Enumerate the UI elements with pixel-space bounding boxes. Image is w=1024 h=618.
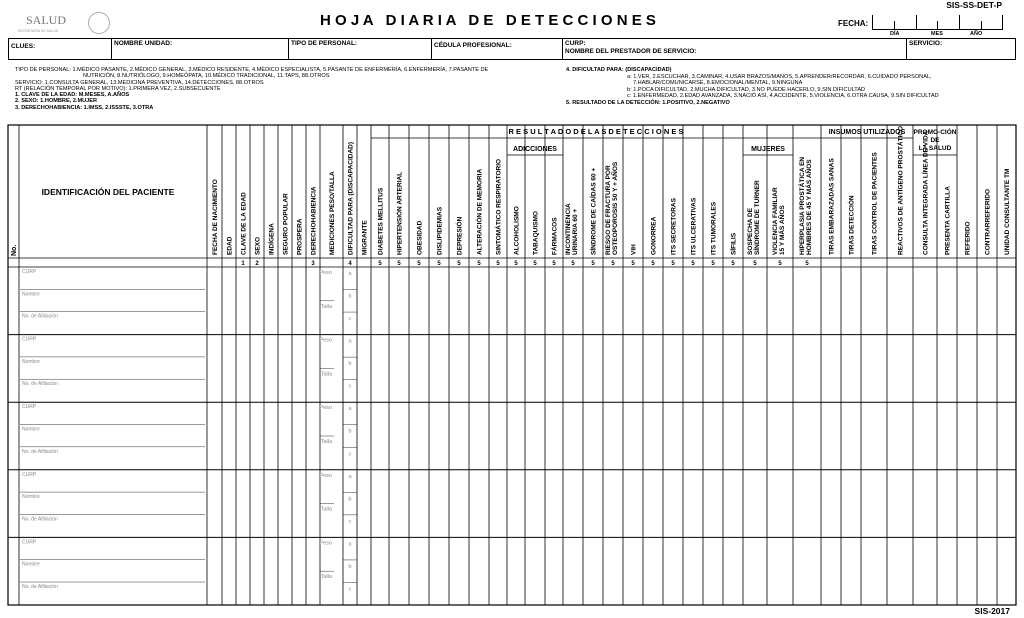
instructions-right: 4. DIFICULTAD PARA: (DISCAPACIDAD) a: 1.VER, 2.ESCUCHAR, 3.CAMINAR, 4.USAR BRAZOS/MANOS, 5.APRENDER/RECORDAR, 6.CUIDADO PERSONAL, 7.HABLAR/COMUNICARSE, 8.EMOCIONAL/MENTAL, 9.NINGUNA b: 1.POCA DIFICULTAD, 2.MUCHA DIFICULTAD, 3.NO PUEDE HACERLO, 9.SIN DIFICULTAD c: 1.ENFERMEDAD, 2.EDAD AVANZADA, 3.NACIÓ ASÍ, 4.ACCIDENTE, 5.VIOLENCIA, 6.OTRA CAUSA, 9.SIN DIFICULTAD 5. RESULTADO DE LA DETECCIÓN: 1.POSITIVO, 2.NEGATIVO: [566, 67, 939, 106]
column-code: 5: [631, 261, 635, 267]
discapacidad-sub-label: b: [348, 496, 352, 503]
column-label: SÍNDROME DE TURNER: [754, 180, 761, 255]
column-label: PRESENTA CARTILLA: [944, 186, 952, 255]
discapacidad-sub-label: a: [348, 338, 352, 345]
discapacidad-sub-label: c: [348, 518, 352, 525]
date-mes: MES: [931, 31, 943, 37]
nombre-label: Nombre: [22, 561, 40, 568]
column-code: 5: [711, 261, 715, 267]
column-label: SÍNDROME DE CAÍDAS 60 +: [590, 167, 598, 255]
column-label: URINARIA 60 +: [572, 208, 579, 255]
column-label: GONORREA: [650, 216, 658, 255]
discapacidad-sub-label: c: [348, 586, 352, 593]
discapacidad-sub-label: c: [348, 316, 352, 323]
column-label: SEGURO POPULAR: [282, 193, 290, 255]
column-label: VIOLENCIA FAMILIAR: [772, 187, 779, 255]
peso-label: Peso: [319, 540, 332, 547]
column-label: REFERIDO: [964, 221, 972, 255]
discapacidad-sub-label: c: [348, 451, 352, 458]
column-label: REACTIVOS DE ANTÍGENO PROSTÁTICO: [897, 125, 905, 255]
resultado-label: R E S U L T A D O D E L A S D E T E C C I O N E S: [508, 127, 684, 136]
discapacidad-sub-label: b: [348, 563, 352, 570]
column-code: 3: [311, 261, 315, 267]
column-label: TABAQUISMO: [532, 211, 540, 255]
column-label: SEXO: [254, 236, 262, 255]
discapacidad-sub-label: a: [348, 406, 352, 413]
discapacidad-sub-label: b: [348, 293, 352, 300]
nombre-label: Nombre: [22, 494, 40, 501]
talla-label: Talla: [320, 574, 332, 581]
discapacidad-sub-label: a: [348, 541, 352, 548]
column-label: VIH: [630, 244, 638, 255]
column-label: MEDICIONES PESO/TALLA: [329, 171, 336, 255]
unidad-field[interactable]: NOMBRE UNIDAD:: [112, 39, 289, 59]
column-label: HIPERTENSIÓN ARTERIAL: [396, 171, 404, 255]
id-label: IDENTIFICACIÓN DEL PACIENTE: [41, 187, 175, 197]
column-label: UNIDAD CONSULTANTE TM: [1004, 168, 1011, 255]
column-code: 5: [571, 261, 575, 267]
nombre-label: Nombre: [22, 358, 40, 365]
curp-label: CURP: [22, 404, 37, 411]
column-label: ITS TUMORALES: [710, 201, 718, 255]
column-code: 5: [533, 261, 537, 267]
curp-label: CURP: [22, 336, 37, 343]
date-anio: AÑO: [970, 31, 983, 37]
afiliacion-label: No. de Afiliación: [22, 381, 58, 388]
nombre-label: Nombre: [22, 426, 40, 433]
column-code: 5: [591, 261, 595, 267]
column-label: ITS SECRETORAS: [670, 198, 678, 255]
logo-subtext: SECRETARÍA DE SALUD: [18, 29, 59, 33]
table-frame: [8, 125, 1016, 605]
column-code: 5: [457, 261, 461, 267]
personal-field[interactable]: TIPO DE PERSONAL:: [289, 39, 432, 59]
talla-label: Talla: [320, 439, 332, 445]
column-label: TIRAS EMBARAZADAS SANAS: [828, 158, 836, 255]
talla-label: Talla: [320, 506, 332, 513]
column-label: DERECHOHABIENCIA: [310, 186, 318, 255]
column-label: ALTERACIÓN DE MEMORIA: [476, 168, 484, 255]
afiliacion-label: No. de Afiliación: [22, 448, 58, 455]
servicio-field[interactable]: SERVICIO:: [909, 40, 943, 47]
column-label: INDÍGENA: [268, 223, 276, 255]
column-code: 5: [778, 261, 782, 267]
column-label: CLAVE DE LA EDAD: [240, 192, 248, 255]
column-label: MIGRANTE: [361, 220, 369, 255]
column-label: CONSULTA INTEGRADA LÍNEA DE VIDA: [922, 130, 930, 255]
curp-label: CURP: [22, 471, 37, 478]
column-code: 5: [691, 261, 695, 267]
talla-label: Talla: [320, 303, 332, 310]
column-label: PROSPERA: [296, 218, 304, 255]
column-label: TIRAS DETECCIÓN: [848, 195, 856, 255]
column-code: 5: [397, 261, 401, 267]
form-code: SIS-SS-DET-P: [946, 0, 1002, 10]
column-code: 1: [241, 261, 245, 267]
column-label: HIPERPLASIA PROSTÁTICA EN: [799, 156, 806, 255]
column-label: TIRAS CONTROL DE PACIENTES: [871, 152, 879, 255]
column-label: INCONTINENCIA: [565, 203, 572, 255]
curp-label: CURP: [22, 269, 37, 275]
column-code: 4: [348, 261, 352, 267]
peso-label: Peso: [319, 472, 332, 479]
column-label: OBESIDAD: [416, 220, 424, 255]
column-code: 5: [731, 261, 735, 267]
column-label: SINTOMÁTICO RESPIRATORIO: [495, 158, 503, 255]
peso-label: Peso: [319, 337, 332, 344]
discapacidad-sub-label: b: [348, 428, 352, 435]
footer-code: SIS-2017: [974, 606, 1010, 616]
instructions-left: TIPO DE PERSONAL: 1.MÉDICO PASANTE, 2.MÉDICO GENERAL, 3.MÉDICO RESIDENTE, 4.MÉDICO ESPECIALISTA, 5.PASANTE DE ENFERMERÍA, 6.ENFERMERÍA, 7.PASANTE DE NUTRICIÓN, 8.NUTRIÓLOGO, 9.HOMEÓPATA, 10.MÉDICO TRADICIONAL, 11.TAPS, 88.OTROS SERVICIO: 1.CONSULTA GENERAL, 13.MEDICINA PREVENTIVA, 14.DETECCIONES, 88.OTROS RT (RELACIÓN TEMPORAL POR MOTIVO): 1.PRIMERA VEZ, 2.SUBSECUENTE 1. CLAVE DE LA EDAD: M.MESES, A.AÑOS 2. SEXO: 1.HOMBRE, 2.MUJER 3. DERECHOHABIENCIA: 1.IMSS, 2.ISSSTE, 3.OTRA: [15, 67, 489, 111]
column-label: SÍFILIS: [730, 232, 738, 255]
column-code: 5: [671, 261, 675, 267]
column-label: DISLIPIDEMIAS: [436, 206, 444, 255]
column-code: 5: [552, 261, 556, 267]
peso-label: Peso: [319, 270, 332, 276]
discapacidad-sub-label: c: [348, 383, 352, 390]
curp-label: CURP: [22, 539, 37, 546]
column-code: 2: [255, 261, 259, 267]
column-code: 5: [437, 261, 441, 267]
column-code: 5: [611, 261, 615, 267]
adicciones-label: ADICCIONES: [513, 146, 557, 153]
promocion-label-line: PROMO-CIÓN: [913, 129, 957, 136]
column-label: HOMBRES DE 45 Y MÁS AÑOS: [806, 159, 813, 255]
column-label: ITS ULCERATIVAS: [690, 197, 698, 255]
discapacidad-sub-label: b: [348, 361, 352, 368]
page-title: H O J A D I A R I A D E D E T E C C I O N E S: [320, 12, 656, 29]
column-code: 5: [514, 261, 518, 267]
column-code: 5: [651, 261, 655, 267]
column-label: FÁRMACOS: [551, 217, 559, 255]
column-code: 5: [805, 261, 809, 267]
promocion-label-line: DE: [930, 137, 940, 144]
curp-field[interactable]: CURP: NOMBRE DEL PRESTADOR DE SERVICIO:: [563, 39, 907, 59]
no-label: No.: [11, 244, 18, 256]
column-code: 5: [477, 261, 481, 267]
afiliacion-label: No. de Afiliación: [22, 313, 58, 320]
column-code: 5: [496, 261, 500, 267]
column-code: 5: [753, 261, 757, 267]
column-label: 15 Y MÁS AÑOS: [779, 205, 786, 255]
promocion-label-line: LA SALUD: [918, 145, 952, 152]
column-label: DIABETES MELLITUS: [377, 187, 385, 255]
column-label: OSTEOPOROSIS 50 Y + AÑOS: [612, 161, 619, 255]
mujeres-label: MUJERES: [751, 146, 785, 153]
clues-field[interactable]: CLUES:: [9, 39, 112, 59]
cedula-field[interactable]: CÉDULA PROFESIONAL:: [432, 39, 563, 59]
column-label: FECHA DE NACIMIENTO: [212, 179, 219, 255]
column-label: EDAD: [226, 236, 234, 255]
peso-label: Peso: [319, 405, 332, 412]
column-label: CONTRARREFERIDO: [984, 188, 992, 255]
talla-label: Talla: [320, 371, 332, 378]
column-label: ALCOHOLISMO: [513, 206, 521, 255]
column-label: SOSPECHA DE: [747, 207, 754, 255]
afiliacion-label: No. de Afiliación: [22, 584, 58, 591]
logo-text: SALUD: [26, 13, 67, 27]
insumos-label: INSUMOS UTILIZADOS: [828, 129, 906, 136]
column-label: RIESGO DE FRACTURA POR: [605, 165, 612, 255]
fecha-label: FECHA:: [838, 19, 869, 28]
discapacidad-sub-label: a: [348, 271, 352, 277]
column-code: 5: [417, 261, 421, 267]
date-dia: DÍA: [890, 31, 900, 37]
column-label: DEPRESIÓN: [456, 216, 464, 255]
afiliacion-label: No. de Afiliación: [22, 516, 58, 523]
discapacidad-sub-label: a: [348, 473, 352, 480]
column-code: 5: [378, 261, 382, 267]
column-label: DIFICULTAD PARA (DISCAPACIDAD): [347, 141, 355, 255]
nombre-label: Nombre: [22, 291, 40, 298]
